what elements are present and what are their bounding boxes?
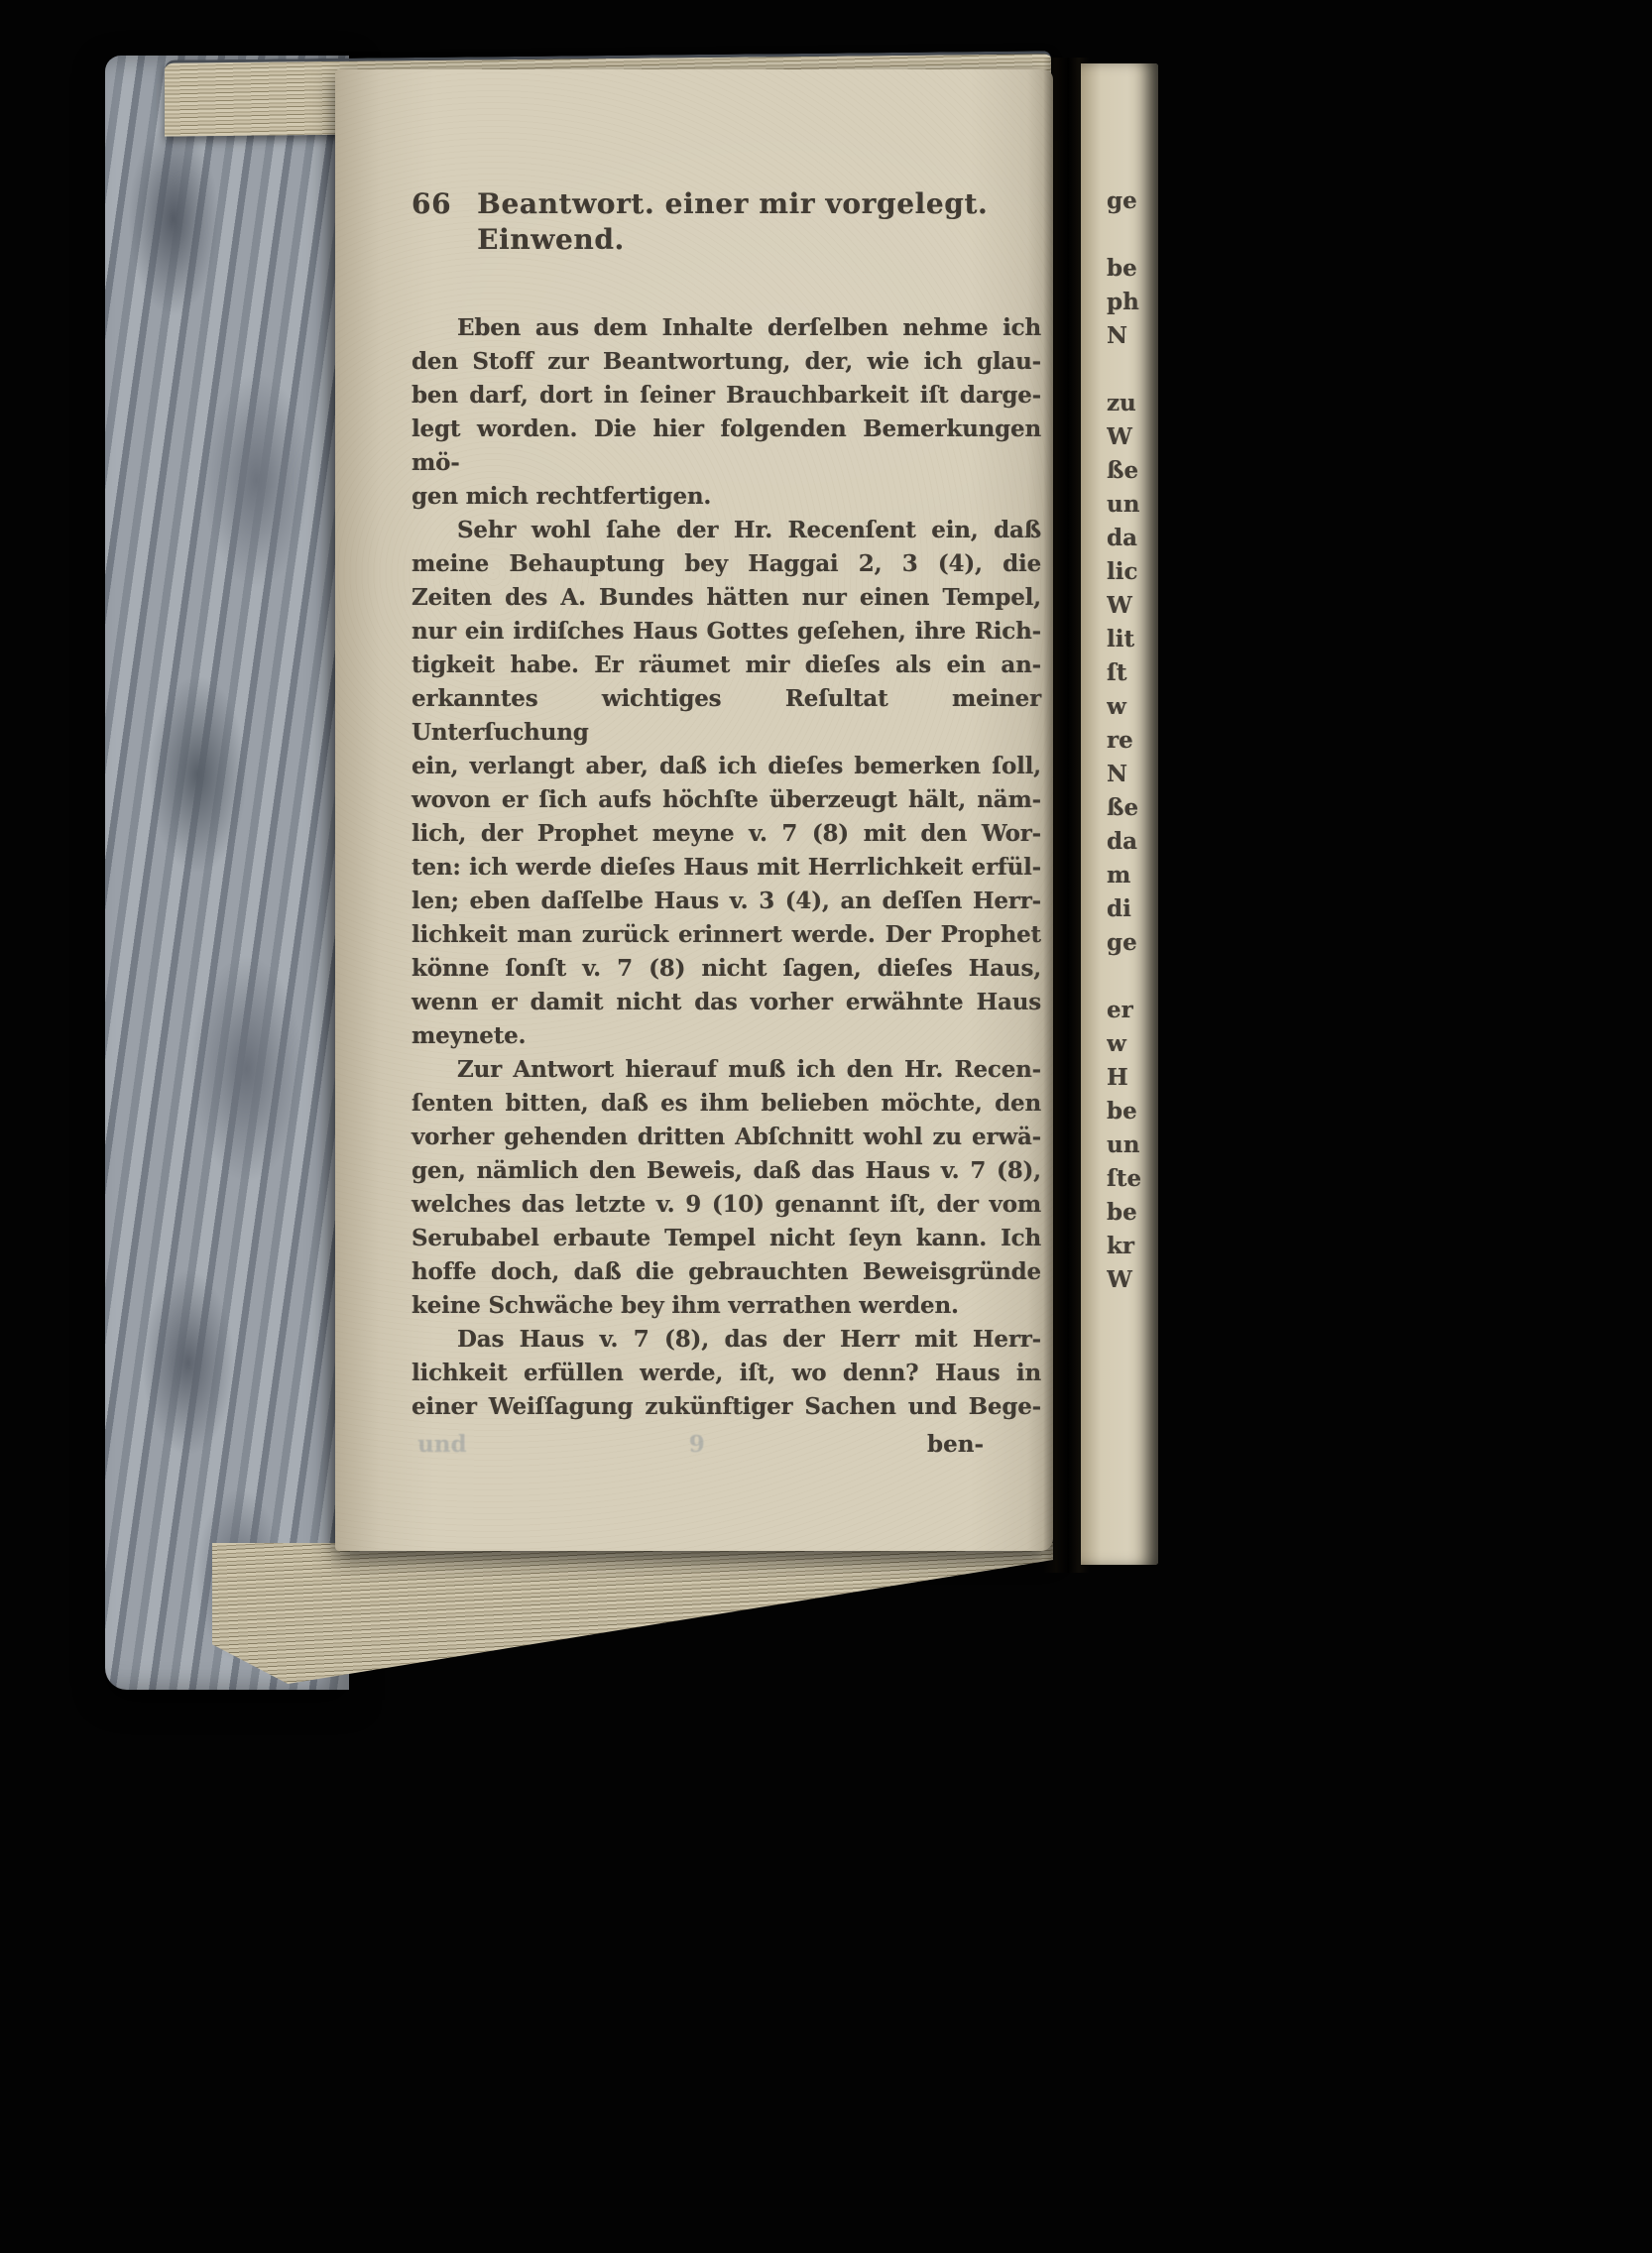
next-page-text-fragment xyxy=(1107,218,1158,252)
next-page-text-fragment: er xyxy=(1107,997,1133,1023)
next-page-text-fragment: da xyxy=(1107,828,1137,855)
text-line: hoffe doch, daß die gebrauchten Beweisgründe xyxy=(412,1258,1041,1285)
text-line: vorher gehenden dritten Abſchnitt wohl zu erwä- xyxy=(412,1124,1041,1150)
text-line: gen mich rechtfertigen. xyxy=(412,483,712,510)
text-line: wovon er ſich aufs höchſte überzeugt hält, näm- xyxy=(412,786,1041,813)
next-page-text-fragment: ße xyxy=(1107,794,1139,821)
next-page-text-fragment: ph xyxy=(1107,289,1139,315)
next-page-text-fragment: w xyxy=(1107,1030,1126,1057)
next-page-text-fragment: be xyxy=(1107,1098,1137,1125)
text-line: ben darf, dort in ſeiner Brauchbarkeit iſt darge- xyxy=(412,382,1041,409)
text-line: Zur Antwort hierauf muß ich den Hr. Recen- xyxy=(457,1056,1041,1083)
page-text-block xyxy=(412,186,1041,1462)
next-page-text-fragment: re xyxy=(1107,727,1133,754)
next-page-text-fragment: zu xyxy=(1107,390,1136,416)
next-page-text-fragment: lic xyxy=(1107,558,1138,585)
text-line: Sehr wohl ſahe der Hr. Recenſent ein, daß xyxy=(457,517,1041,543)
text-line: lich, der Prophet meyne v. 7 (8) mit den Wor- xyxy=(412,820,1041,847)
paragraph xyxy=(412,1053,1041,1323)
next-page-text-fragment: kr xyxy=(1107,1233,1135,1259)
running-header xyxy=(412,186,1041,258)
marbled-fore-edge xyxy=(105,56,349,1690)
catchword: ben- xyxy=(927,1431,984,1458)
text-line: einer Weiſſagung zukünftiger Sachen und Bege- xyxy=(412,1393,1041,1420)
paragraph xyxy=(412,514,1041,1053)
next-page-text-fragment xyxy=(1107,353,1158,387)
next-page-text-fragment: lit xyxy=(1107,626,1135,652)
next-page-text-fragment: N xyxy=(1107,761,1128,787)
next-page-text-fragment xyxy=(1107,960,1158,994)
text-line: ein, verlangt aber, daß ich dieſes bemerken ſoll, xyxy=(412,753,1041,779)
next-page-text-fragment: W xyxy=(1107,423,1132,450)
page-foot-row xyxy=(412,1428,1041,1462)
next-page-text-fragment: W xyxy=(1107,1266,1132,1293)
next-page-text-fragment: m xyxy=(1107,862,1131,889)
text-line: erkanntes wichtiges Reſultat meiner Unterſuchung xyxy=(412,685,1041,746)
text-line: legt worden. Die hier folgenden Bemerkungen mö- xyxy=(412,415,1041,476)
text-line: meynete. xyxy=(412,1022,527,1049)
text-line: den Stoff zur Beantwortung, der, wie ich glau- xyxy=(412,348,1041,375)
text-line: len; eben daſſelbe Haus v. 3 (4), an deſſen Herr- xyxy=(412,888,1041,914)
next-page-text-fragment: un xyxy=(1107,491,1140,518)
next-page-text-fragment: ge xyxy=(1107,929,1137,956)
text-line: keine Schwäche bey ihm verrathen werden. xyxy=(412,1292,959,1319)
book-page-right-sliver xyxy=(1081,63,1158,1565)
text-line: wenn er damit nicht das vorher erwähnte Haus xyxy=(412,989,1041,1015)
text-line: ſenten bitten, daß es ihm belieben möchte, den xyxy=(412,1090,1041,1117)
paragraph xyxy=(412,1323,1041,1424)
next-page-text-fragment: ge xyxy=(1107,187,1137,214)
text-line: Zeiten des A. Bundes hätten nur einen Tempel, xyxy=(412,584,1041,611)
book-page-left xyxy=(335,69,1053,1551)
next-page-text-fragment: di xyxy=(1107,895,1131,922)
signature-mark: 9 xyxy=(688,1431,705,1458)
text-line: Das Haus v. 7 (8), das der Herr mit Herr- xyxy=(457,1326,1041,1353)
text-line: könne ſonſt v. 7 (8) nicht ſagen, dieſes Haus, xyxy=(412,955,1041,982)
next-page-text-fragment: H xyxy=(1107,1064,1128,1091)
running-title: Beantwort. einer mir vorgelegt. Einwend. xyxy=(477,187,989,256)
text-line: welches das letzte v. 9 (10) genannt iſt, der vom xyxy=(412,1191,1041,1218)
text-line: lichkeit erfüllen werde, iſt, wo denn? Haus in xyxy=(412,1360,1041,1386)
next-page-fragments xyxy=(1107,184,1158,1297)
next-page-text-fragment: w xyxy=(1107,693,1126,720)
next-page-text-fragment: ße xyxy=(1107,457,1139,484)
text-line: gen, nämlich den Beweis, daß das Haus v. 7 (8), xyxy=(412,1157,1041,1184)
next-page-text-fragment: be xyxy=(1107,1199,1137,1226)
next-page-text-fragment: ſt xyxy=(1107,659,1127,686)
next-page-text-fragment: un xyxy=(1107,1131,1140,1158)
text-line: nur ein irdiſches Haus Gottes geſehen, ihre Rich- xyxy=(412,618,1041,645)
text-line: meine Behauptung bey Haggai 2, 3 (4), die xyxy=(412,550,1041,577)
next-page-text-fragment: be xyxy=(1107,255,1137,282)
page-stack-bottom-edge xyxy=(212,1543,1053,1684)
page-number: 66 xyxy=(412,187,452,220)
show-through-mark-left: und xyxy=(417,1431,467,1458)
next-page-text-fragment: da xyxy=(1107,525,1137,551)
text-line: lichkeit man zurück erinnert werde. Der Prophet xyxy=(412,921,1041,948)
next-page-text-fragment: ſte xyxy=(1107,1165,1142,1192)
text-line: Serubabel erbaute Tempel nicht ſeyn kann. Ich xyxy=(412,1225,1041,1251)
page-body xyxy=(412,311,1041,1424)
text-line: Eben aus dem Inhalte derſelben nehme ich xyxy=(457,314,1041,341)
paragraph xyxy=(412,311,1041,514)
next-page-text-fragment: W xyxy=(1107,592,1132,619)
text-line: tigkeit habe. Er räumet mir dieſes als ein an- xyxy=(412,652,1041,678)
text-line: ten: ich werde dieſes Haus mit Herrlichkeit erfül- xyxy=(412,854,1041,881)
next-page-text-fragment: N xyxy=(1107,322,1128,349)
